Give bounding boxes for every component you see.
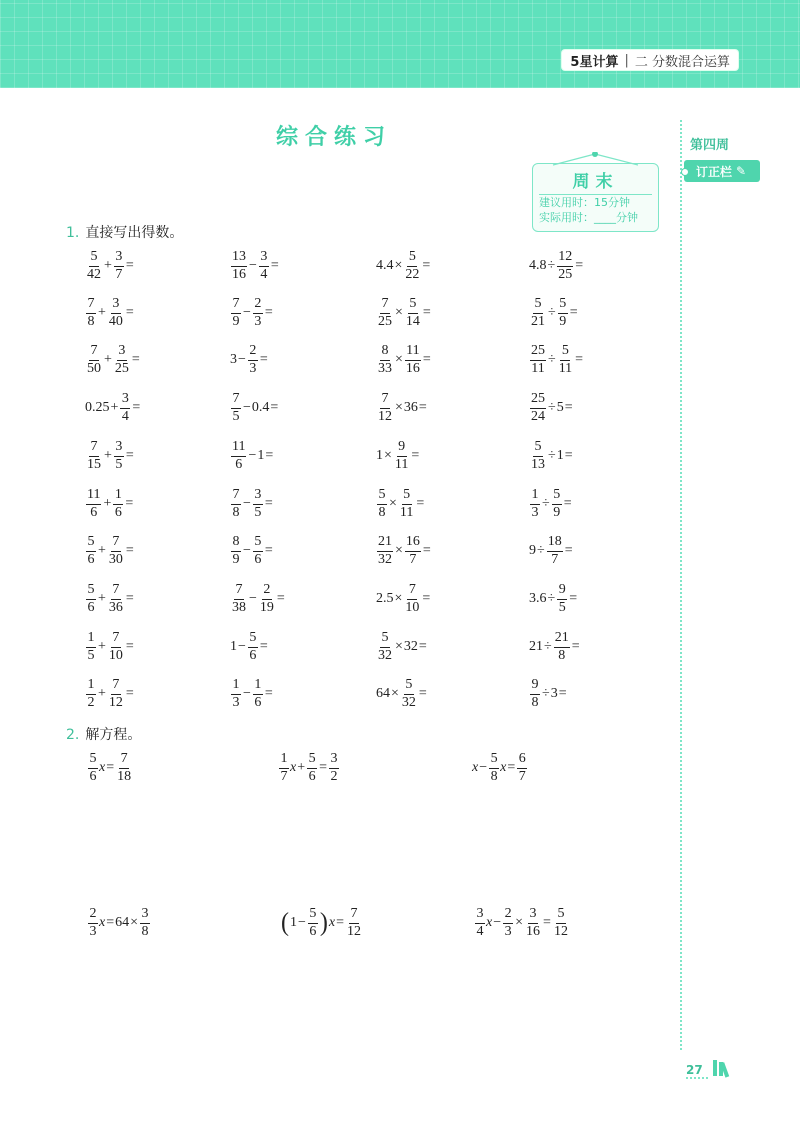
problem: $\frac{5}{13}$ ÷ 1 = (531, 439, 573, 472)
correction-tag (684, 160, 760, 182)
problem: $\frac{1}{2}$ + $\frac{7}{12}$ = (87, 677, 134, 710)
chapter-label: 二 分数混合运算 (634, 54, 730, 70)
problem: $\frac{1}{3}$ ÷ $\frac{5}{9}$ = (531, 487, 572, 520)
problem: 21 ÷ $\frac{21}{8}$ = (529, 630, 580, 663)
problem: $\frac{21}{32}$ × $\frac{16}{7}$ = (378, 534, 431, 567)
problem: $\frac{8}{33}$ × $\frac{11}{16}$ = (378, 343, 431, 376)
problem: $\frac{11}{6}$ − 1 = (232, 439, 274, 472)
problem: $\frac{5}{8}$ × $\frac{5}{11}$ = (378, 487, 425, 520)
problem: $\frac{5}{21}$ ÷ $\frac{5}{9}$ = (531, 296, 578, 329)
equation: $\frac{1}{7}$ x + $\frac{5}{6}$ = $\frac{3}{2}$ (280, 751, 338, 784)
problem: $\frac{25}{11}$ ÷ $\frac{5}{11}$ = (531, 343, 584, 376)
question-2-heading (66, 724, 141, 744)
question-number: 1. (66, 225, 80, 241)
chapter-badge (562, 50, 738, 70)
equation: $\frac{2}{3}$ x = 64 × $\frac{3}{8}$ (89, 906, 149, 939)
problem: $\frac{5}{32}$ × 32 = (378, 630, 427, 663)
card-heading: 周末 (572, 172, 619, 192)
books-icon (712, 1058, 738, 1078)
question-1-heading (66, 222, 183, 242)
pencil-icon: ✎ (736, 164, 747, 178)
problem: $\frac{1}{5}$ + $\frac{7}{10}$ = (87, 630, 134, 663)
question-number: 2. (66, 727, 80, 743)
equation: $\frac{5}{6}$ x = $\frac{7}{18}$ (89, 751, 132, 784)
equation: x − $\frac{5}{8}$ x = $\frac{6}{7}$ (472, 751, 526, 784)
series-label: 5星计算 (570, 54, 619, 70)
page-number: 27 (686, 1063, 708, 1079)
problem: 9 ÷ $\frac{18}{7}$ = (529, 534, 573, 567)
problem: $\frac{1}{3}$ − $\frac{1}{6}$ = (232, 677, 273, 710)
badge-separator: | (624, 52, 629, 68)
problem: 4.4 × $\frac{5}{22}$ = (376, 249, 431, 282)
suggested-time: 建议用时：15分钟 (539, 196, 630, 209)
correction-label: 订正栏 (696, 164, 733, 179)
problem: 2.5 × $\frac{7}{10}$ = (376, 582, 431, 615)
problem: $\frac{7}{25}$ × $\frac{5}{14}$ = (378, 296, 431, 329)
problem: $\frac{7}{8}$ − $\frac{3}{5}$ = (232, 487, 273, 520)
problem: $\frac{25}{24}$ ÷ 5 = (531, 391, 573, 424)
problem: $\frac{8}{9}$ − $\frac{5}{6}$ = (232, 534, 273, 567)
problem: $\frac{7}{9}$ − $\frac{2}{3}$ = (232, 296, 273, 329)
problem: 3.6 ÷ $\frac{9}{5}$ = (529, 582, 578, 615)
equation: ( 1 − $\frac{5}{6}$ ) x = $\frac{7}{12}$ (281, 906, 362, 939)
actual-time: 实际用时：____分钟 (539, 211, 638, 224)
problem: $\frac{5}{6}$ + $\frac{7}{30}$ = (87, 534, 134, 567)
equation: $\frac{3}{4}$ x − $\frac{2}{3}$ × $\frac{3}{16}$ = $\frac{5}{12}$ (476, 906, 568, 939)
problem: $\frac{7}{38}$ − $\frac{2}{19}$ = (232, 582, 285, 615)
problem: $\frac{7}{15}$ + $\frac{3}{5}$ = (87, 439, 134, 472)
correction-column-divider (680, 120, 682, 1050)
header-band (0, 0, 800, 88)
problem: 1 − $\frac{5}{6}$ = (230, 630, 268, 663)
problem: 64 × $\frac{5}{32}$ = (376, 677, 427, 710)
problem: $\frac{11}{6}$ + $\frac{1}{6}$ = (87, 487, 134, 520)
problem: 4.8 ÷ $\frac{12}{25}$ = (529, 249, 584, 282)
problem: $\frac{7}{5}$ − 0.4 = (232, 391, 279, 424)
week-label: 第四周 (690, 138, 730, 153)
problem: $\frac{7}{12}$ × 36 = (378, 391, 427, 424)
page-title: 综合练习 (275, 125, 392, 150)
problem: $\frac{5}{42}$ + $\frac{3}{7}$ = (87, 249, 134, 282)
hanger-string-icon (533, 152, 658, 166)
question-instruction: 解方程。 (85, 727, 142, 743)
timing-card (532, 163, 659, 232)
problem: $\frac{7}{8}$ + $\frac{3}{40}$ = (87, 296, 134, 329)
problem: $\frac{9}{8}$ ÷ 3 = (531, 677, 567, 710)
problem: $\frac{13}{16}$ − $\frac{3}{4}$ = (232, 249, 279, 282)
problem: 0.25 + $\frac{3}{4}$ = (85, 391, 141, 424)
problem: 3 − $\frac{2}{3}$ = (230, 343, 268, 376)
tag-dot (681, 168, 689, 176)
problem: $\frac{5}{6}$ + $\frac{7}{36}$ = (87, 582, 134, 615)
question-instruction: 直接写出得数。 (85, 225, 184, 241)
problem: 1 × $\frac{9}{11}$ = (376, 439, 420, 472)
problem: $\frac{7}{50}$ + $\frac{3}{25}$ = (87, 343, 140, 376)
